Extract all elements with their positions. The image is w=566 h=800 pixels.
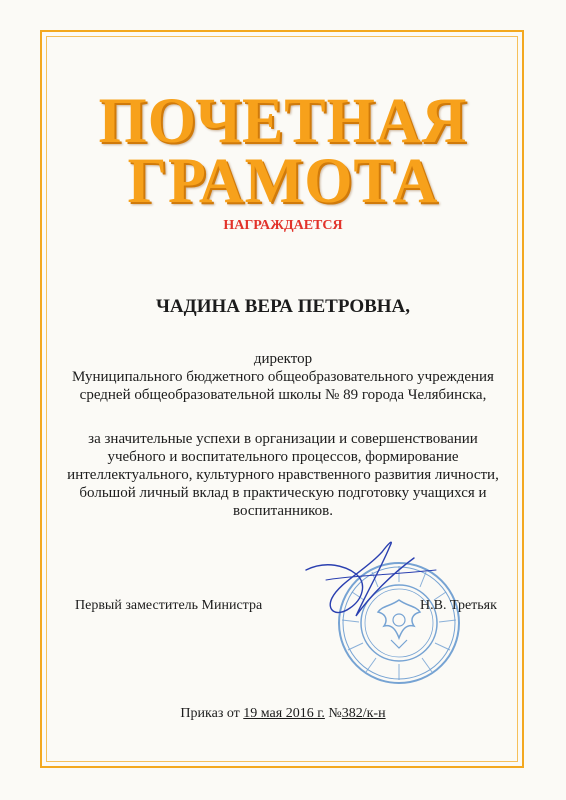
signatory-name: Н.В. Третьяк [420,598,497,613]
award-reason [60,430,506,520]
awarded-label: НАГРАЖДАЕТСЯ [223,218,343,233]
signatory-title: Первый заместитель Министра [75,598,263,613]
position-line: директор [253,351,313,367]
reason-line: воспитанников. [233,503,333,519]
order-line [0,706,566,722]
position-line: средней общеобразовательной школы № 89 города Челябинска, [79,387,487,403]
recipient-name: ЧАДИНА ВЕРА ПЕТРОВНА, [155,296,411,317]
title-line-1: ПОЧЕТНАЯ [98,85,468,157]
reason-line: учебного и воспитательного процессов, формирование [107,449,459,465]
reason-line: интеллектуального, культурного нравственного развития личности, [67,467,499,483]
recipient-position [60,350,506,404]
position-line: Муниципального бюджетного общеобразовательного учреждения [72,369,494,385]
order-number: 382/к-н [341,706,386,721]
order-date: 19 мая 2016 г. [243,706,325,721]
title-line-2: ГРАМОТА [127,145,439,217]
order-number-prefix: № [328,706,342,721]
reason-line: большой личный вклад в практическую подготовку учащихся и [79,485,487,501]
order-prefix: Приказ от [180,706,240,721]
signature-icon [296,530,446,630]
reason-line: за значительные успехи в организации и совершенствовании [88,431,478,447]
